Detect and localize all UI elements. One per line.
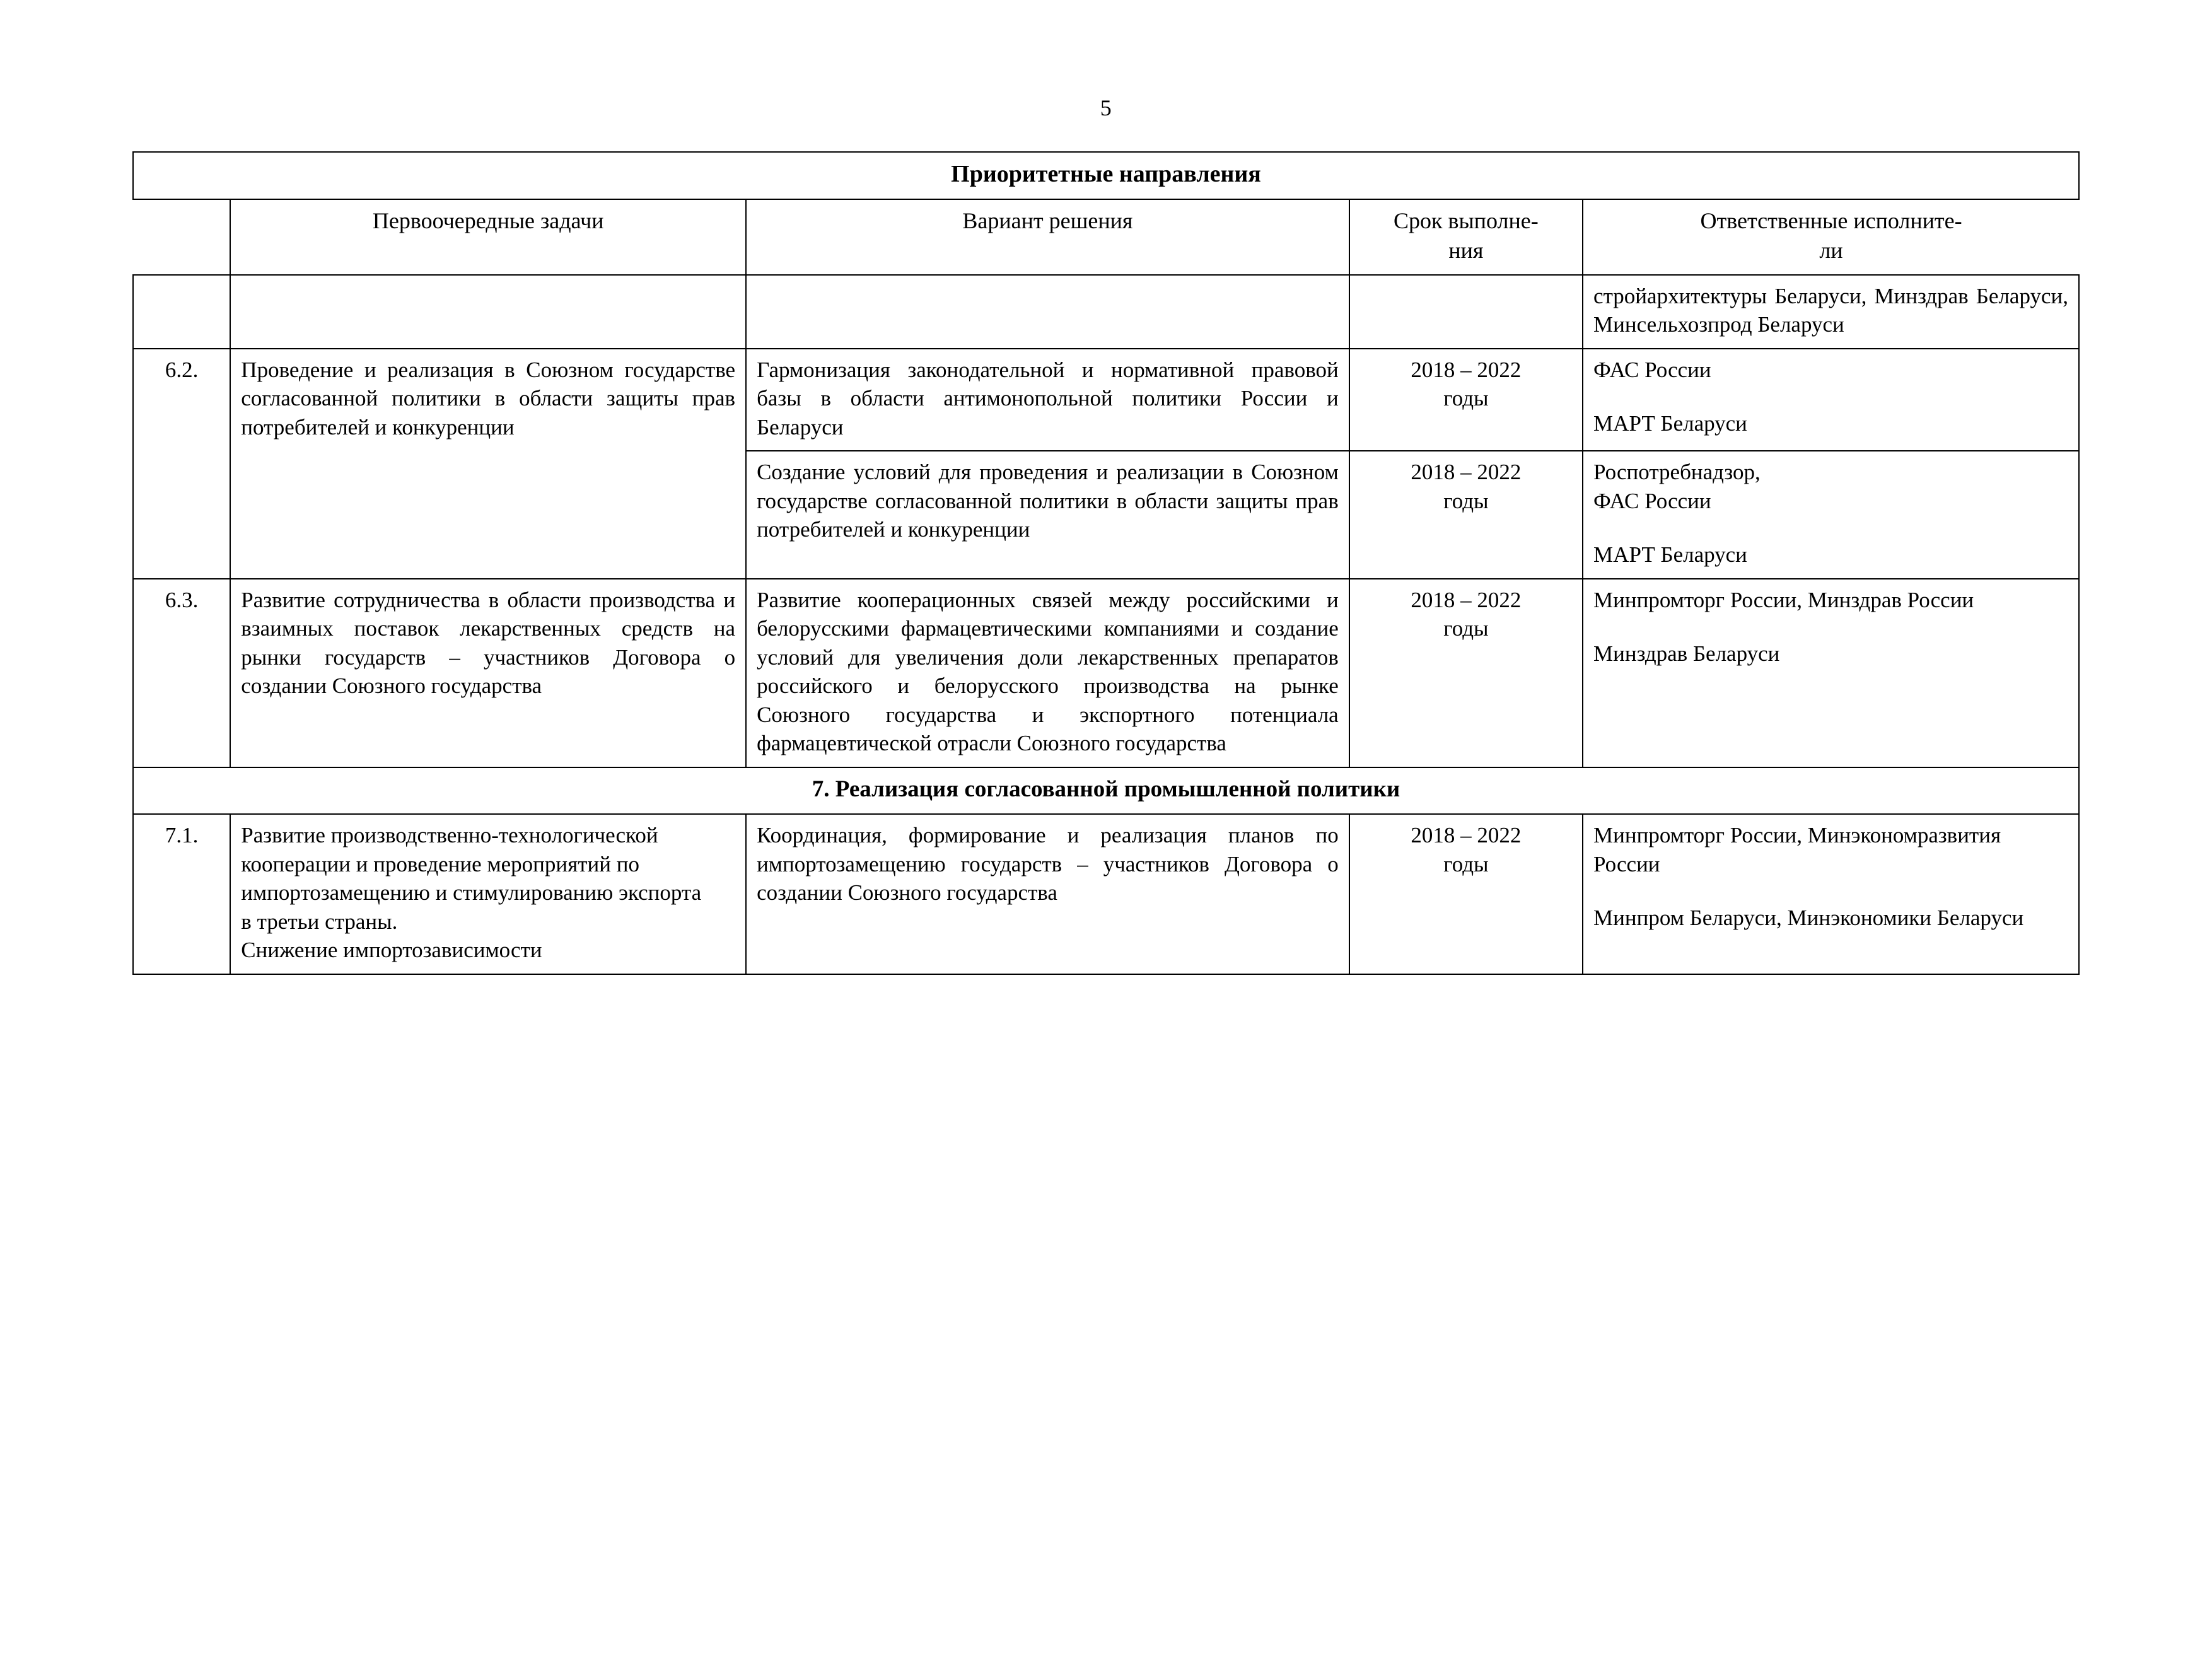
responsible-item: Минздрав Беларуси — [1593, 641, 1780, 667]
table-row — [133, 814, 2079, 974]
row-solution: Гармонизация законодательной и нормативной правовой базы в области антимонопольной политики России и Беларуси — [746, 349, 1349, 451]
row-task: Проведение и реализация в Союзном государстве согласованной политики в области защиты прав потребителей и конкуренции — [230, 349, 746, 579]
responsible-item: МАРТ Беларуси — [1593, 411, 1747, 436]
section-heading-row — [133, 767, 2079, 814]
row-responsible — [1583, 349, 2079, 451]
header-term: Срок выполне- ния — [1349, 199, 1583, 275]
row-term — [1349, 275, 1583, 349]
row-responsible — [1583, 579, 2079, 767]
header-number — [133, 199, 230, 275]
row-responsible — [1583, 451, 2079, 579]
table-row — [133, 579, 2079, 767]
table-title-row — [133, 152, 2079, 199]
table-container — [132, 151, 2080, 975]
task-paragraph: Снижение импортозависимости — [241, 938, 542, 963]
row-number: 6.3. — [133, 579, 230, 767]
row-solution: Координация, формирование и реализация планов по импортозамещению государств – участников Договора о создании Союзного государства — [746, 814, 1349, 974]
row-term: 2018 – 2022 годы — [1349, 451, 1583, 579]
row-solution — [746, 275, 1349, 349]
row-task: Развитие сотрудничества в области производства и взаимных поставок лекарственных средств на рынки государств – участников Договора о создании Союзного государства — [230, 579, 746, 767]
task-paragraph: Развитие производственно-технологической кооперации и проведение мероприятий по импортозамещению и стимулированию экспорта — [241, 823, 702, 905]
row-responsible: стройархитектуры Беларуси, Минздрав Беларуси, Минсельхозпрод Беларуси — [1583, 275, 2079, 349]
responsible-item: Минпромторг России, Минздрав России — [1593, 587, 1974, 612]
table-header-row — [133, 199, 2079, 275]
row-solution: Создание условий для проведения и реализации в Союзном государстве согласованной политики в области защиты прав потребителей и конкуренции — [746, 451, 1349, 579]
header-tasks: Первоочередные задачи — [230, 199, 746, 275]
header-solution: Вариант решения — [746, 199, 1349, 275]
table-row — [133, 349, 2079, 451]
row-number — [133, 275, 230, 349]
section-heading: 7. Реализация согласованной промышленной политики — [133, 767, 2079, 814]
row-term: 2018 – 2022 годы — [1349, 579, 1583, 767]
header-responsible: Ответственные исполните- ли — [1583, 199, 2079, 275]
table-row-continued — [133, 275, 2079, 349]
row-responsible — [1583, 814, 2079, 974]
row-task — [230, 275, 746, 349]
row-task — [230, 814, 746, 974]
row-number: 7.1. — [133, 814, 230, 974]
responsible-item: Минпром Беларуси, Минэкономики Беларуси — [1593, 905, 2024, 931]
responsible-item: Минпромторг России, Минэкономразвития России — [1593, 823, 2001, 876]
row-term: 2018 – 2022 годы — [1349, 814, 1583, 974]
row-number: 6.2. — [133, 349, 230, 579]
priority-directions-table — [132, 151, 2080, 975]
responsible-item: МАРТ Беларуси — [1593, 542, 1747, 568]
document-page — [0, 95, 2212, 1659]
table-title: Приоритетные направления — [133, 152, 2079, 199]
responsible-item: Роспотребнадзор, ФАС России — [1593, 460, 1761, 513]
page-number: 5 — [1100, 95, 1112, 120]
responsible-item: ФАС России — [1593, 357, 1711, 382]
task-paragraph: в третьи страны. — [241, 909, 398, 934]
row-solution: Развитие кооперационных связей между российскими и белорусскими фармацевтическими компаниями и создание условий для увеличения доли лекарственных препаратов российского и белорусского производства на рынке Союзного государства и экспортного потенциала фармацевтической отрасли Союзного государства — [746, 579, 1349, 767]
row-term: 2018 – 2022 годы — [1349, 349, 1583, 451]
